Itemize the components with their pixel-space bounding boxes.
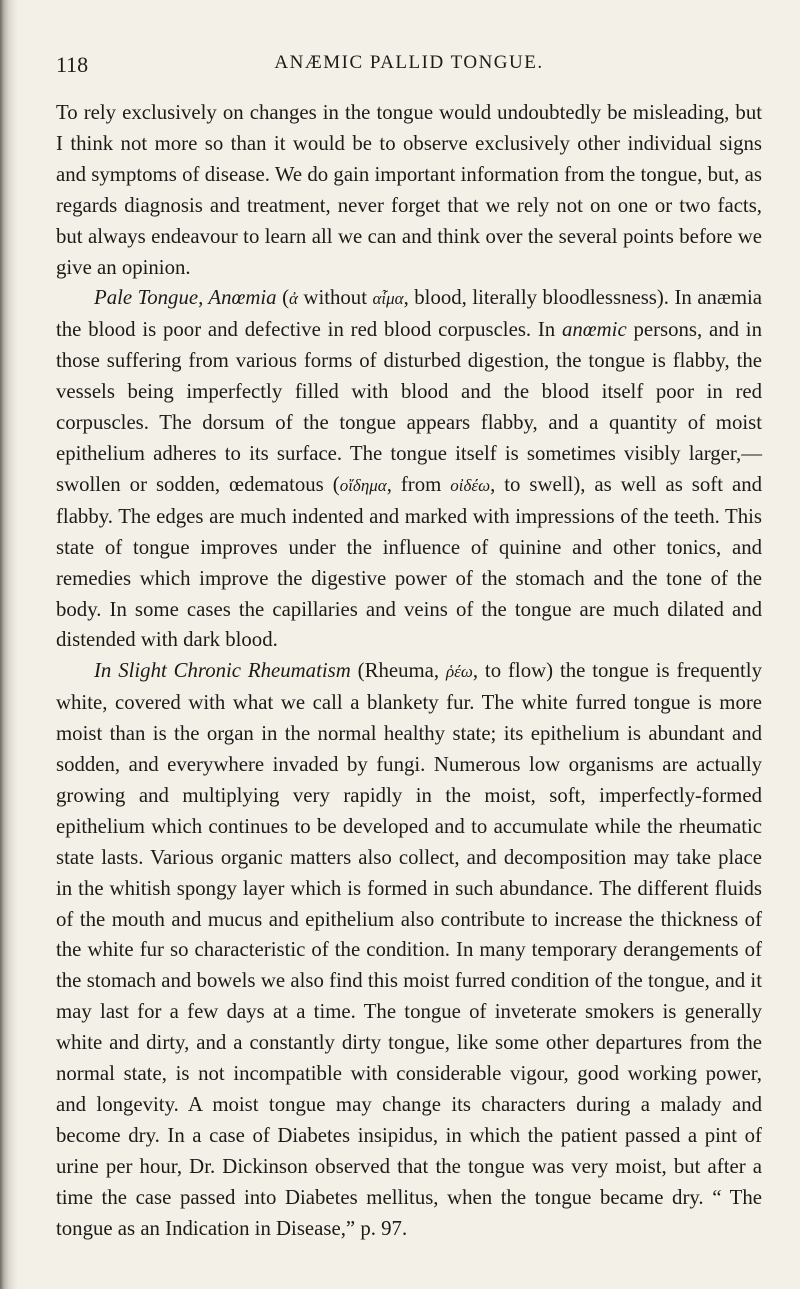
greek-oidema: οἴδημα xyxy=(339,475,387,495)
section-heading-rheumatism: In Slight Chronic Rheumatism xyxy=(94,659,351,683)
greek-haima: αἷμα xyxy=(372,289,404,309)
paragraph-rheumatism: In Slight Chronic Rheumatism (Rheuma, ῥέω, to flow) the tongue is frequently white, covered with what we call a blankety fur. The white furred tongue is more moist than is the organ in the normal healthy state; its epithelium is abundant and sodden, and everywhere invaded by fungi. Numerous low organisms are actually growing and multiplying very rapidly in the moist, soft, imperfectly-formed epithelium which continues to be developed and to accumulate while the rheumatic state lasts. Various organic matters also collect, and decomposition may take place in the whitish spongy layer which is formed in such abundance. The different fluids of the mouth and mucus and epithelium also contribute to increase the thickness of the white fur so characteristic of the condition. In many temporary derangements of the stomach and bowels we also find this moist furred condition of the tongue, and it may last for a few days at a time. The tongue of inveterate smokers is generally white and dirty, and a constantly dirty tongue, like some other departures from the normal state, is not incompatible with considerable vigour, good working power, and longevity. A moist tongue may change its characters during a malady and become dry. In a case of Diabetes insipidus, in which the patient passed a pint of urine per hour, Dr. Dickinson observed that the tongue was very moist, but after a time the case passed into Diabetes mellitus, when the tongue became dry. “ The tongue as an Indication in Disease,” p. 97. xyxy=(56,659,762,1240)
body-text xyxy=(56,98,762,1245)
term-anaemic: anœmic xyxy=(562,318,627,342)
greek-rheo: ῥέω xyxy=(445,662,473,682)
page-binding-shadow xyxy=(0,0,18,1289)
greek-alpha-privative: ἀ xyxy=(289,289,298,309)
page-header xyxy=(56,52,762,82)
paragraph-intro: To rely exclusively on changes in the tongue would undoubtedly be misleading, but I think not more so than it would be to observe exclusively other individual signs and symptoms of disease. We do gain important information from the tongue, but, as regards diagnosis and treatment, never forget that we rely not on one or two facts, but always endeavour to learn all we can and think over the several points before we give an opinion. xyxy=(56,101,762,279)
book-page xyxy=(56,52,762,1245)
running-title: ANÆMIC PALLID TONGUE. xyxy=(274,52,544,73)
section-heading-pale-tongue: Pale Tongue, Anœmia xyxy=(94,286,277,310)
paragraph-pale-tongue: Pale Tongue, Anœmia (ἀ without αἷμα, blood, literally bloodlessness). In anæmia the blood is poor and defective in red blood corpuscles. In anœmic persons, and in those suffering from various forms of disturbed digestion, the tongue is flabby, the vessels being imperfectly filled with blood and the blood itself poor in red corpuscles. The dorsum of the tongue appears flabby, and a quantity of moist epithelium adheres to its surface. The tongue itself is sometimes visibly larger,—swollen or sodden, œdematous (οἴδημα, from οἰδέω, to swell), as well as soft and flabby. The edges are much indented and marked with impressions of the teeth. This state of tongue improves under the influence of quinine and other tonics, and remedies which improve the digestive power of the stomach and the tone of the body. In some cases the capillaries and veins of the tongue are much dilated and distended with dark blood. xyxy=(56,286,762,652)
greek-oideo: οἰδέω xyxy=(450,475,491,495)
page-number: 118 xyxy=(56,52,89,77)
